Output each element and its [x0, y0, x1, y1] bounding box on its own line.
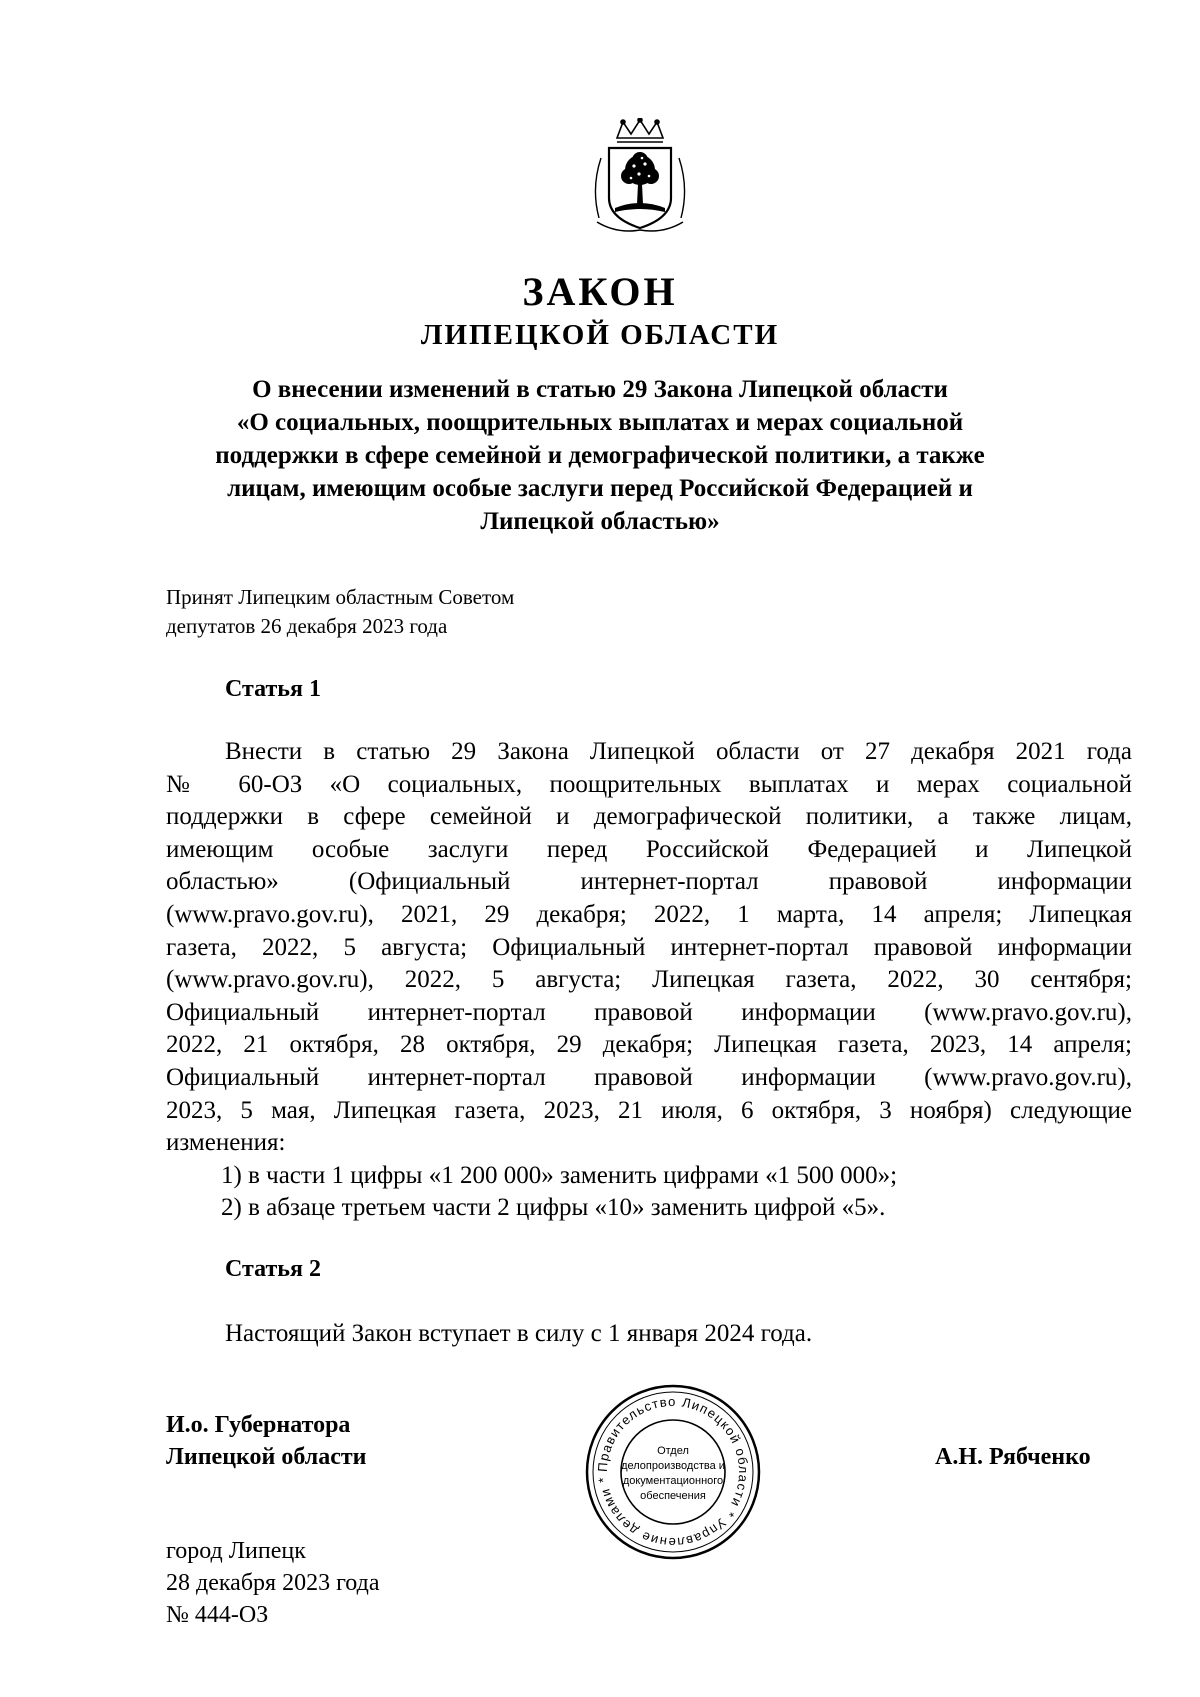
position-line: И.о. Губернатора [166, 1412, 351, 1438]
article-2-line: Настоящий Закон вступает в силу с 1 января 2024 года. [225, 1320, 813, 1347]
article-1-line: поддержки в сфере семейной и демографической политики, а также лицам, [166, 803, 1132, 831]
stamp-inner-line: обеспечения [640, 1490, 706, 1502]
stamp-inner-line: документационного [622, 1475, 724, 1487]
article-1-line: имеющим особые заслуги перед Российской Федерацией и Липецкой [166, 835, 1132, 863]
signatory-position [166, 1409, 367, 1473]
signatory-name: А.Н. Рябченко [935, 1444, 1091, 1470]
heading-line: лицам, имеющим особые заслуги перед Российской Федерацией и [227, 475, 973, 502]
heading-line: О внесении изменений в статью 29 Закона Липецкой области [252, 376, 948, 403]
article-1-title: Статья 1 [225, 676, 321, 702]
svg-text:Правительство Липецкой области [595, 1394, 751, 1550]
article-1-line: 2023, 5 мая, Липецкая газета, 2023, 21 июля, 6 октября, 3 ноября) следующие [166, 1096, 1132, 1124]
article-1-line: (www.pravo.gov.ru), 2021, 29 декабря; 2022, 1 марта, 14 апреля; Липецкая [166, 900, 1132, 928]
law-number-line: № 444-ОЗ [166, 1602, 269, 1628]
article-2-title: Статья 2 [225, 1256, 321, 1282]
heading-line: поддержки в сфере семейной и демографической политики, а также [215, 442, 985, 469]
article-1-line: (www.pravo.gov.ru), 2022, 5 августа; Липецкая газета, 2022, 30 сентября; [166, 966, 1132, 994]
document-subtitle: ЛИПЕЦКОЙ ОБЛАСТИ [420, 319, 780, 351]
article-1-text [166, 736, 1132, 1225]
adoption-line: депутатов 26 декабря 2023 года [166, 614, 448, 638]
stamp-inner-line: делопроизводства и [621, 1460, 725, 1472]
place-date-number [166, 1535, 379, 1631]
article-1-line: Внести в статью 29 Закона Липецкой области от 27 декабря 2021 года [225, 738, 1132, 765]
adoption-note [166, 583, 514, 641]
date-line: 28 декабря 2023 года [166, 1570, 380, 1596]
article-1-line: № 60-ОЗ «О социальных, поощрительных выплатах и мерах социальной [166, 770, 1132, 798]
article-1-line: изменения: [166, 1129, 286, 1157]
amendment-item: 1) в части 1 цифры «1 200 000» заменить цифрами «1 500 000»; [221, 1161, 898, 1189]
document-title: ЗАКОН [522, 269, 678, 314]
article-1-line: 2022, 21 октября, 28 октября, 29 декабря; Липецкая газета, 2023, 14 апреля; [166, 1031, 1132, 1059]
article-2-text [166, 1318, 1132, 1351]
stamp-inner-line: Отдел [657, 1445, 689, 1457]
adoption-line: Принят Липецким областным Советом [166, 585, 515, 609]
amendment-item: 2) в абзаце третьем части 2 цифры «10» заменить цифрой «5». [221, 1194, 886, 1222]
article-1-line: газета, 2022, 5 августа; Официальный интернет-портал правовой информации [166, 933, 1132, 961]
law-heading [195, 373, 1005, 538]
article-1-line: Официальный интернет-портал правовой информации (www.pravo.gov.ru), [166, 998, 1132, 1026]
coat-of-arms-emblem [587, 118, 693, 238]
stamp-outer-text: Правительство Липецкой области * Управление делами * [594, 1393, 752, 1551]
position-line: Липецкой области [166, 1444, 367, 1470]
heading-line: Липецкой областью» [480, 508, 720, 535]
article-1-line: областью» (Официальный интернет-портал правовой информации [166, 868, 1132, 896]
place-line: город Липецк [166, 1538, 306, 1564]
article-1-line: Официальный интернет-портал правовой информации (www.pravo.gov.ru), [166, 1063, 1132, 1091]
heading-line: «О социальных, поощрительных выплатах и мерах социальной [236, 409, 964, 436]
official-stamp [583, 1382, 763, 1562]
